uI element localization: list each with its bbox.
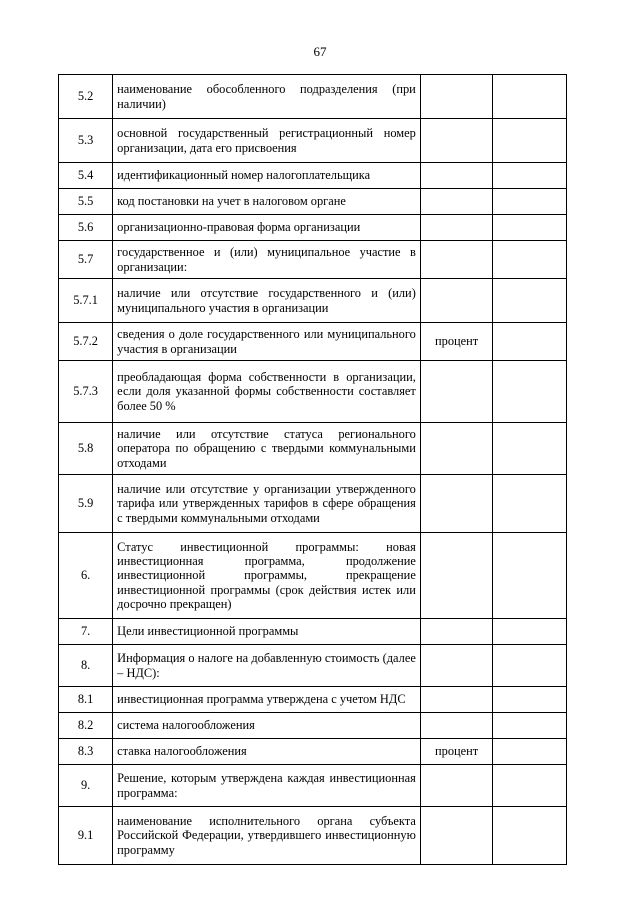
row-number: 5.5 [59,189,113,215]
row-unit [420,279,493,323]
table-row [59,189,567,215]
row-indicator-name: код постановки на учет в налоговом органе [113,189,421,215]
table-row [59,163,567,189]
row-indicator-name: сведения о доле государственного или муниципального участия в организации [113,323,421,361]
row-value-cell [493,361,567,423]
table-row [59,423,567,475]
page-number: 67 [313,44,327,59]
row-number: 5.7.1 [59,279,113,323]
row-unit: процент [420,323,493,361]
table-row [59,533,567,619]
row-unit [420,807,493,865]
table-row [59,687,567,713]
row-indicator-name: организационно-правовая форма организации [113,215,421,241]
row-value-cell [493,423,567,475]
row-unit [420,687,493,713]
table-row [59,765,567,807]
table-row [59,75,567,119]
table-row [59,119,567,163]
row-value-cell [493,687,567,713]
table-row [59,475,567,533]
table-row [59,713,567,739]
row-value-cell [493,619,567,645]
row-number: 8.2 [59,713,113,739]
row-unit [420,765,493,807]
row-value-cell [493,475,567,533]
row-unit [420,423,493,475]
row-unit [420,241,493,279]
row-indicator-name: Статус инвестиционной программы: новая инвестиционная программа, продолжение инвестиционной программы, прекращение инвестиционной программы (срок действия истек или досрочно прекращен) [113,533,421,619]
row-value-cell [493,279,567,323]
row-number: 5.6 [59,215,113,241]
row-indicator-name: государственное и (или) муниципальное участие в организации: [113,241,421,279]
row-value-cell [493,739,567,765]
row-indicator-name: Цели инвестиционной программы [113,619,421,645]
table-row [59,323,567,361]
row-indicator-name: Решение, которым утверждена каждая инвестиционная программа: [113,765,421,807]
row-unit [420,713,493,739]
row-indicator-name: система налогообложения [113,713,421,739]
row-number: 5.7.3 [59,361,113,423]
row-indicator-name: преобладающая форма собственности в организации, если доля указанной формы собственности составляет более 50 % [113,361,421,423]
table-row [59,619,567,645]
table-row [59,241,567,279]
row-number: 6. [59,533,113,619]
row-unit [420,163,493,189]
row-unit [420,533,493,619]
row-unit [420,75,493,119]
row-value-cell [493,765,567,807]
row-unit [420,645,493,687]
row-value-cell [493,189,567,215]
row-value-cell [493,645,567,687]
row-value-cell [493,119,567,163]
table-row [59,739,567,765]
row-unit [420,475,493,533]
row-indicator-name: наличие или отсутствие государственного и (или) муниципального участия в организации [113,279,421,323]
row-number: 8.3 [59,739,113,765]
table-row [59,645,567,687]
row-unit [420,119,493,163]
row-number: 9. [59,765,113,807]
row-unit [420,361,493,423]
row-number: 7. [59,619,113,645]
row-value-cell [493,163,567,189]
row-value-cell [493,807,567,865]
row-unit [420,189,493,215]
row-indicator-name: наименование исполнительного органа субъекта Российской Федерации, утвердившего инвестиционную программу [113,807,421,865]
row-indicator-name: инвестиционная программа утверждена с учетом НДС [113,687,421,713]
row-number: 9.1 [59,807,113,865]
row-value-cell [493,75,567,119]
table-row [59,215,567,241]
row-value-cell [493,323,567,361]
row-value-cell [493,713,567,739]
row-indicator-name: ставка налогообложения [113,739,421,765]
row-number: 5.7 [59,241,113,279]
row-number: 5.9 [59,475,113,533]
table-row [59,807,567,865]
row-number: 5.2 [59,75,113,119]
row-number: 5.3 [59,119,113,163]
row-number: 8.1 [59,687,113,713]
row-indicator-name: идентификационный номер налогоплательщика [113,163,421,189]
row-number: 8. [59,645,113,687]
row-unit: процент [420,739,493,765]
table-row [59,361,567,423]
row-number: 5.7.2 [59,323,113,361]
row-indicator-name: основной государственный регистрационный номер организации, дата его присвоения [113,119,421,163]
row-unit [420,619,493,645]
row-number: 5.4 [59,163,113,189]
row-value-cell [493,241,567,279]
row-indicator-name: наличие или отсутствие статуса регионального оператора по обращению с твердыми коммунальными отходами [113,423,421,475]
row-indicator-name: Информация о налоге на добавленную стоимость (далее – НДС): [113,645,421,687]
data-table [58,74,567,865]
row-value-cell [493,533,567,619]
row-unit [420,215,493,241]
row-number: 5.8 [59,423,113,475]
table-row [59,279,567,323]
row-value-cell [493,215,567,241]
row-indicator-name: наименование обособленного подразделения (при наличии) [113,75,421,119]
row-indicator-name: наличие или отсутствие у организации утвержденного тарифа или утвержденных тарифов в сфере обращения с твердыми коммунальными отходами [113,475,421,533]
